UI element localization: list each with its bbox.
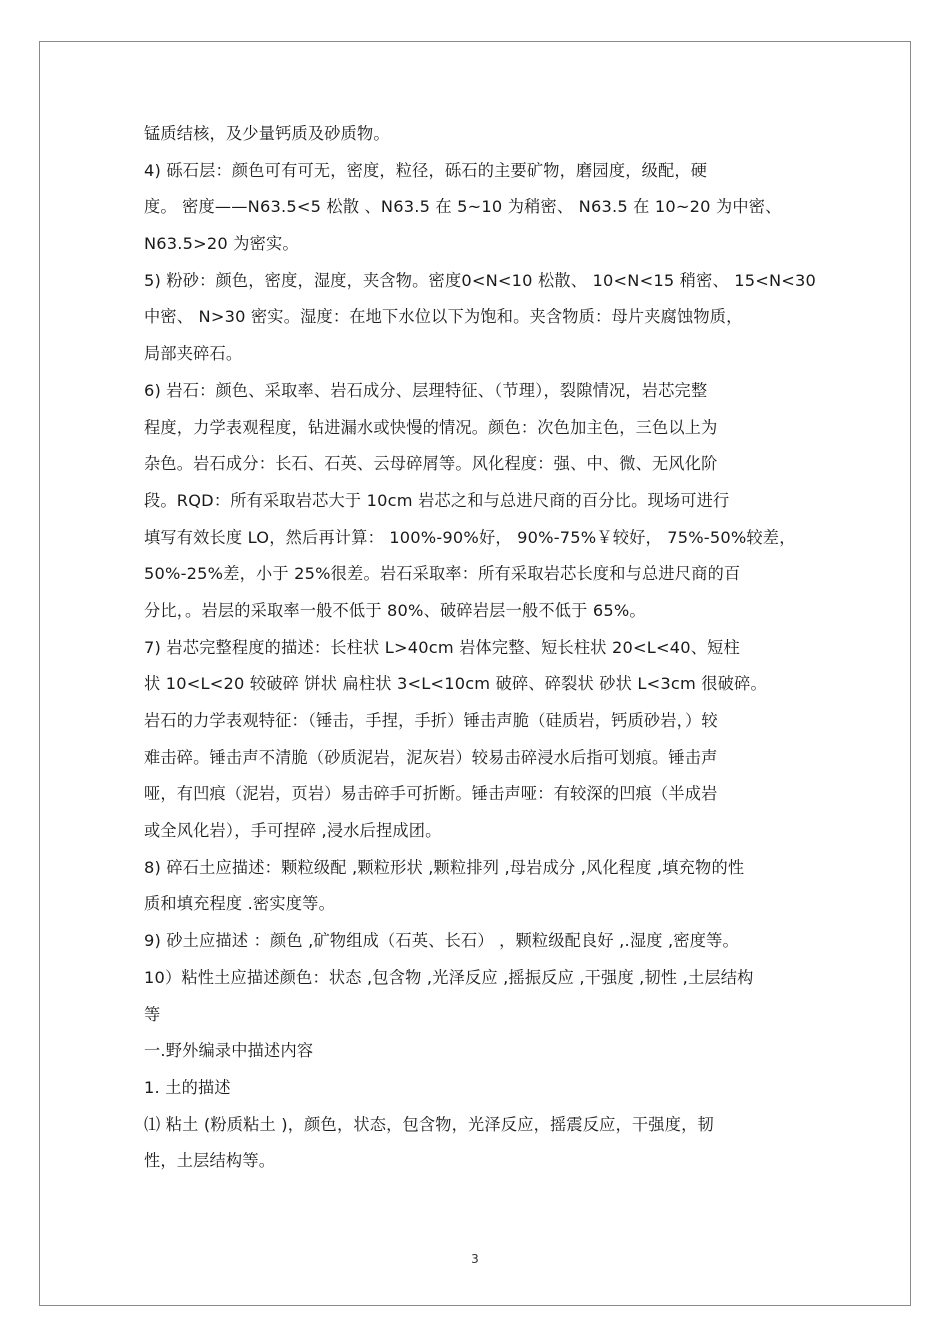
section-heading: 一.野外编录中描述内容 xyxy=(144,1041,314,1061)
text-line: 状 10<L<20 较破碎 饼状 扁柱状 3<L<10cm 破碎、碎裂状 砂状 L<3cm 很破碎。 xyxy=(144,674,767,694)
text-line: 8) 碎石土应描述：颗粒级配 ,颗粒形状 ,颗粒排列 ,母岩成分 ,风化程度 ,填充物的性 xyxy=(144,857,745,877)
text-line: 50%-25%差，小于 25%很差。岩石采取率：所有采取岩芯长度和与总进尺商的百 xyxy=(144,564,741,584)
text-line: 6) 岩石：颜色、采取率、岩石成分、层理特征、（节理），裂隙情况，岩芯完整 xyxy=(144,380,708,400)
text-line: 哑，有凹痕（泥岩，页岩）易击碎手可折断。锤击声哑：有较深的凹痕（半成岩 xyxy=(144,784,718,804)
page-number: 3 xyxy=(471,1252,479,1266)
text-line: 质和填充程度 .密实度等。 xyxy=(144,894,335,914)
text-line: 局部夹碎石。 xyxy=(144,344,243,364)
text-line: 10）粘性土应描述颜色：状态 ,包含物 ,光泽反应 ,摇振反应 ,干强度 ,韧性 ,土层结构 xyxy=(144,967,754,987)
text-line: 或全风化岩），手可捏碎 ,浸水后捏成团。 xyxy=(144,821,442,841)
text-line: 性，土层结构等。 xyxy=(144,1151,276,1171)
text-line: ⑴ 粘土 (粉质粘土 )，颜色，状态，包含物，光泽反应，摇震反应，干强度，韧 xyxy=(144,1114,714,1134)
text-line: 难击碎。锤击声不清脆（砂质泥岩，泥灰岩）较易击碎浸水后指可划痕。锤击声 xyxy=(144,747,718,767)
document-body xyxy=(144,119,834,1183)
text-line: 锰质结核，及少量钙质及砂质物。 xyxy=(144,124,390,143)
text-line: N63.5>20 为密实。 xyxy=(144,234,299,254)
text-line: 杂色。岩石成分：长石、石英、云母碎屑等。风化程度：强、中、微、无风化阶 xyxy=(144,454,718,474)
text-line: 填写有效长度 LO，然后再计算： 100%-90%好， 90%-75%￥较好， 75%-50%较差， xyxy=(144,527,796,547)
text-line: 中密、 N>30 密实。湿度：在地下水位以下为饱和。夹含物质：母片夹腐蚀物质， xyxy=(144,307,743,327)
text-line: 岩石的力学表观特征：（锤击，手捏，手折）锤击声脆（硅质岩，钙质砂岩，）较 xyxy=(144,711,718,730)
text-line: 段。RQD：所有采取岩芯大于 10cm 岩芯之和与总进尺商的百分比。现场可进行 xyxy=(144,490,730,510)
subsection-heading: 1. 土的描述 xyxy=(144,1077,231,1097)
text-line: 度。 密度——N63.5<5 松散 、N63.5 在 5~10 为稍密、 N63.5 在 10~20 为中密、 xyxy=(144,197,782,217)
text-line: 5) 粉砂：颜色，密度，湿度，夹含物。密度0<N<10 松散、 10<N<15 稍密、 15<N<30 xyxy=(144,270,817,290)
text-line: 9) 砂土应描述 ：颜色 ,矿物组成（石英、长石） ，颗粒级配良好 ,.湿度 ,密度等。 xyxy=(144,931,739,951)
text-line: 7) 岩芯完整程度的描述：长柱状 L>40cm 岩体完整、短长柱状 20<L<40、短柱 xyxy=(144,637,740,657)
text-line: 程度，力学表观程度，钻进漏水或快慢的情况。颜色：次色加主色，三色以上为 xyxy=(144,417,718,437)
text-line: 分比，。岩层的采取率一般不低于 80%、破碎岩层一般不低于 65%。 xyxy=(144,600,646,620)
text-line: 等 xyxy=(144,1004,161,1024)
text-line: 4) 砾石层：颜色可有可无，密度，粒径，砾石的主要矿物，磨园度，级配，硬 xyxy=(144,160,708,180)
